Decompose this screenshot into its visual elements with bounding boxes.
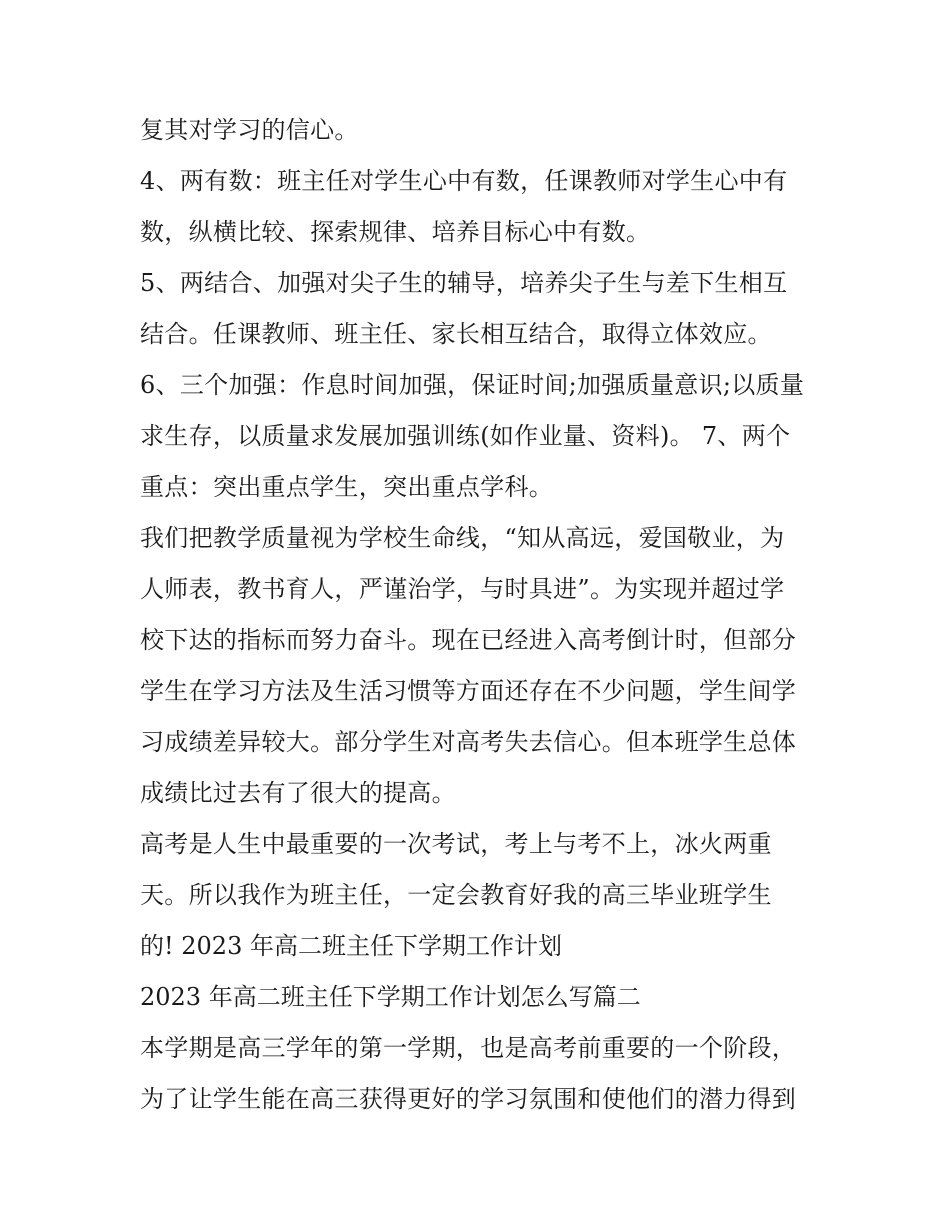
section-title-line: 的! 2023 年高二班主任下学期工作计划 [140,932,562,960]
text-line: 复其对学习的信心。 [140,116,359,144]
text-line: 6、三个加强：作息时间加强，保证时间;加强质量意识;以质量 [140,371,805,399]
text-line: 我们把教学质量视为学校生命线，“知从高远，爱国敬业，为 [140,524,785,552]
text-line: 高考是人生中最重要的一次考试，考上与考不上，冰火两重 [140,830,772,858]
text-line: 习成绩差异较大。部分学生对高考失去信心。但本班学生总体 [140,728,797,756]
text-line: 学生在学习方法及生活习惯等方面还存在不少问题，学生间学 [140,677,797,705]
text-line: 校下达的指标而努力奋斗。现在已经进入高考倒计时，但部分 [140,626,797,654]
text-line: 求生存，以质量求发展加强训练(如作业量、资料)。 7、两个 [140,422,791,450]
text-line: 成绩比过去有了很大的提高。 [140,779,456,807]
document-body [140,105,830,1125]
text-line: 5、两结合、加强对尖子生的辅导，培养尖子生与差下生相互 [140,269,788,297]
text-line: 数，纵横比较、探索规律、培养目标心中有数。 [140,218,651,246]
text-line: 为了让学生能在高三获得更好的学习氛围和使他们的潜力得到 [140,1085,797,1113]
text-line: 天。所以我作为班主任，一定会教育好我的高三毕业班学生 [140,881,772,909]
section-heading: 2023 年高二班主任下学期工作计划怎么写篇二 [140,983,641,1011]
text-line: 重点：突出重点学生，突出重点学科。 [140,473,554,501]
text-line: 本学期是高三学年的第一学期，也是高考前重要的一个阶段， [140,1034,797,1062]
text-line: 人师表，教书育人，严谨治学，与时具进”。为实现并超过学 [140,575,785,603]
text-line: 结合。任课教师、班主任、家长相互结合，取得立体效应。 [140,320,772,348]
text-line: 4、两有数：班主任对学生心中有数，任课教师对学生心中有 [140,167,788,195]
